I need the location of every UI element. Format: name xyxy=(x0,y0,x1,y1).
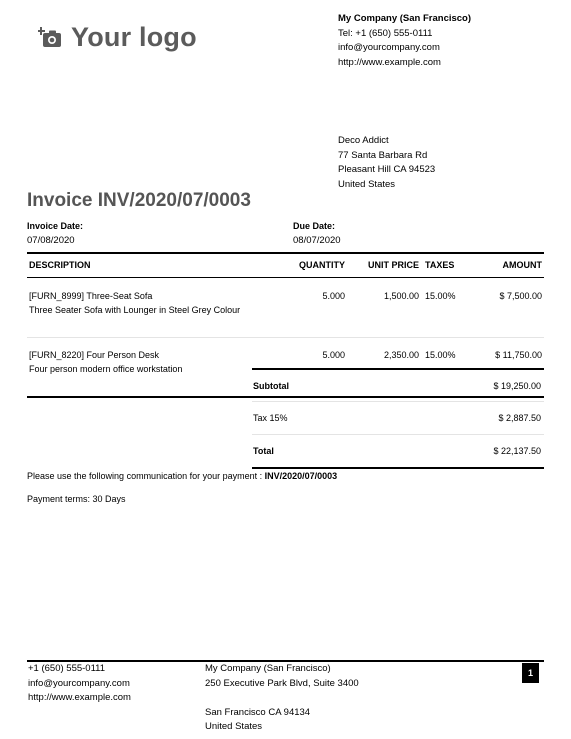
partner-city: Pleasant Hill CA 94523 xyxy=(338,164,436,175)
line-quantity: 5.000 xyxy=(289,338,347,398)
line-unit-price: 1,500.00 xyxy=(383,291,419,301)
page-number: 1 xyxy=(522,663,539,683)
line-name: [FURN_8999] Three-Seat Sofa xyxy=(29,291,153,301)
header-taxes: TAXES xyxy=(421,253,469,278)
company-phone: Tel: +1 (650) 555-0111 xyxy=(338,27,433,39)
header-quantity: QUANTITY xyxy=(289,253,347,278)
footer-email: info@yourcompany.com xyxy=(28,677,130,689)
footer-city: San Francisco CA 94134 xyxy=(205,706,311,718)
table-row xyxy=(27,278,544,338)
footer-address xyxy=(205,662,359,735)
line-unit-price: 2,350.00 xyxy=(347,338,421,398)
line-amount: $ 11,750.00 xyxy=(469,338,544,398)
footer-street: 250 Executive Park Blvd, Suite 3400 xyxy=(205,677,359,689)
communication-text: Please use the following communication for your payment : xyxy=(27,471,265,481)
invoice-title: Invoice INV/2020/07/0003 xyxy=(27,190,251,211)
subtotal-value: $ 19,250.00 xyxy=(493,381,541,391)
invoice-date: 07/08/2020 xyxy=(27,235,75,246)
partner-address xyxy=(338,134,435,192)
total-value: $ 22,137.50 xyxy=(493,446,541,456)
communication-reference: INV/2020/07/0003 xyxy=(264,471,338,481)
camera-icon xyxy=(38,27,62,49)
subtotal-row xyxy=(252,368,544,402)
partner-street: 77 Santa Barbara Rd xyxy=(338,149,428,161)
footer-contact xyxy=(28,662,131,706)
due-date: 08/07/2020 xyxy=(293,235,341,246)
footer-phone: +1 (650) 555-0111 xyxy=(28,663,106,674)
tax-value: $ 2,887.50 xyxy=(498,413,541,423)
payment-terms: Payment terms: 30 Days xyxy=(27,494,126,504)
header-description: DESCRIPTION xyxy=(27,253,289,278)
line-amount: $ 7,500.00 xyxy=(499,291,542,301)
invoice-date-label: Invoice Date: xyxy=(27,221,84,231)
tax-label: Tax 15% xyxy=(253,413,288,423)
table-header-row xyxy=(27,253,544,278)
header-amount: AMOUNT xyxy=(469,253,544,278)
line-quantity: 5.000 xyxy=(322,291,345,301)
header-unit-price: UNIT PRICE xyxy=(347,253,421,278)
line-description: Three Seater Sofa with Lounger in Steel Grey Colour xyxy=(29,305,241,315)
company-address xyxy=(338,12,471,70)
line-description: Four person modern office workstation xyxy=(29,364,183,374)
footer-website: http://www.example.com xyxy=(28,692,131,703)
partner-country: United States xyxy=(338,178,396,190)
line-taxes: 15.00% xyxy=(421,338,469,398)
partner-name: Deco Addict xyxy=(338,135,389,146)
due-date-label: Due Date: xyxy=(293,221,336,231)
line-taxes: 15.00% xyxy=(425,291,456,301)
line-name: [FURN_8220] Four Person Desk xyxy=(29,350,160,360)
company-email: info@yourcompany.com xyxy=(338,42,440,53)
company-website: http://www.example.com xyxy=(338,56,441,68)
company-name: My Company (San Francisco) xyxy=(338,13,472,24)
subtotal-label: Subtotal xyxy=(253,381,289,391)
logo-text: Your logo xyxy=(71,22,197,52)
payment-communication xyxy=(27,471,337,481)
total-row xyxy=(252,434,544,469)
company-logo xyxy=(38,22,197,53)
total-label: Total xyxy=(253,446,274,456)
tax-row xyxy=(252,401,544,434)
footer-country: United States xyxy=(205,721,263,732)
footer-company: My Company (San Francisco) xyxy=(205,663,331,674)
